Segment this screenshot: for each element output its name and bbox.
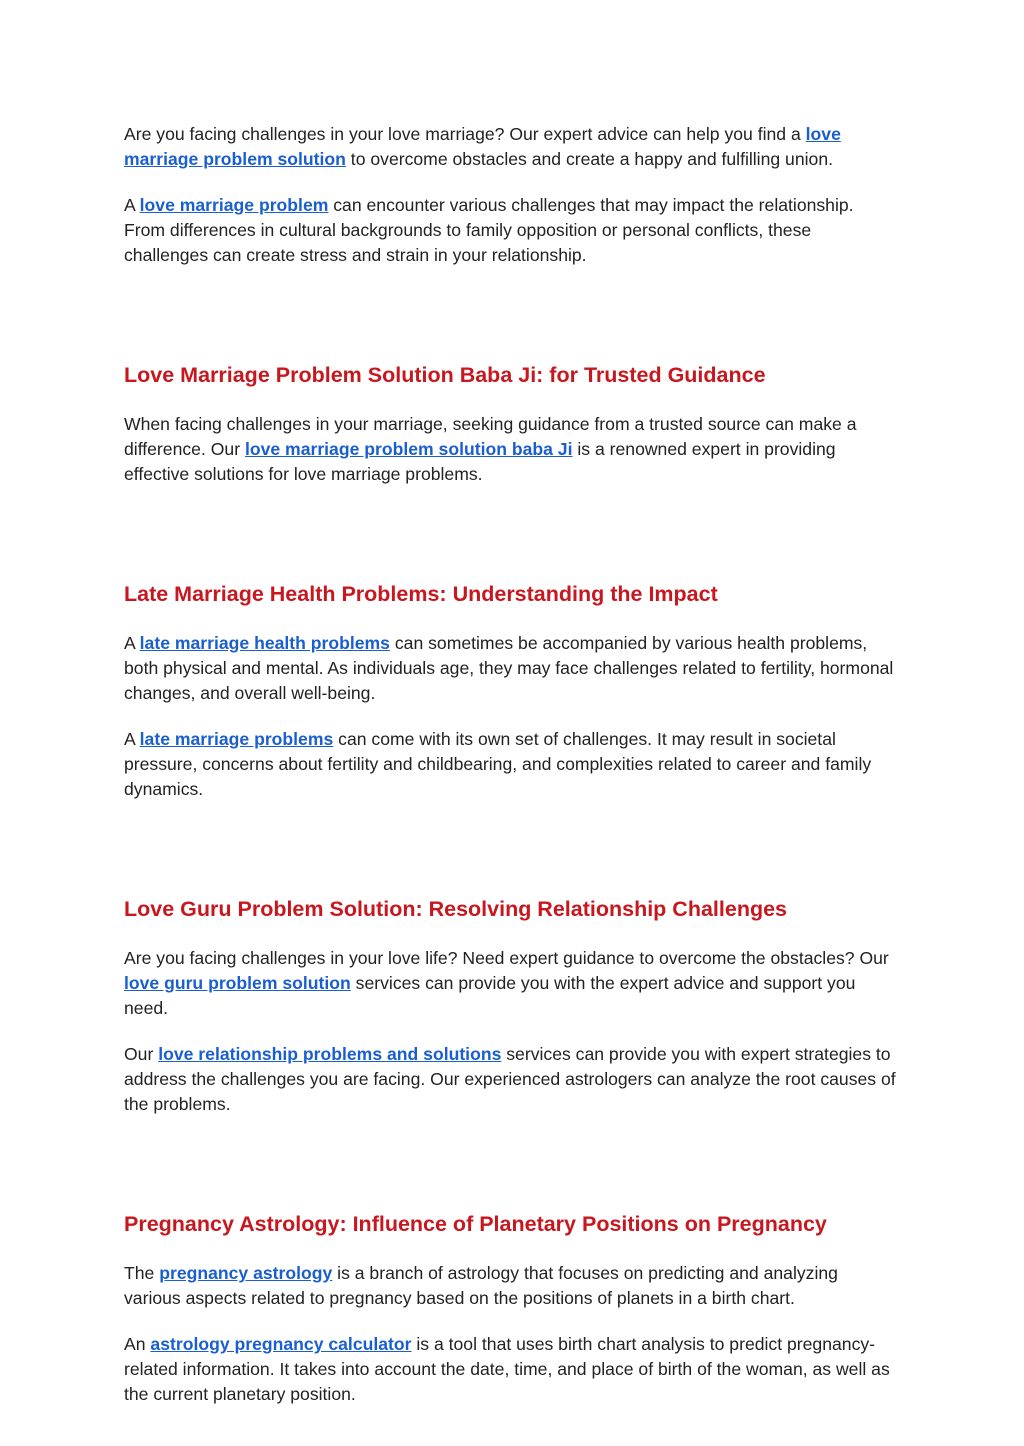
section-heading: Love Guru Problem Solution: Resolving Relationship Challenges xyxy=(124,897,787,921)
love-marriage-problem-solution-link[interactable]: love marriage problem solution xyxy=(124,124,841,169)
section-spacer xyxy=(124,823,899,894)
section-heading: Love Marriage Problem Solution Baba Ji: for Trusted Guidance xyxy=(124,363,766,387)
section-spacer xyxy=(124,508,899,579)
intro-paragraph: A love marriage problem can encounter various challenges that may impact the relationship. From differences in cultural backgrounds to family opposition or personal conflicts, these challenges can create stress and strain in your relationship. xyxy=(124,195,854,265)
love-marriage-problem-solution-baba-ji-link[interactable]: love marriage problem solution baba Ji xyxy=(244,439,573,459)
section-heading: Late Marriage Health Problems: Understanding the Impact xyxy=(124,582,718,606)
section-heading: Pregnancy Astrology: Influence of Planetary Positions on Pregnancy xyxy=(124,1212,827,1236)
pregnancy-astrology-link[interactable]: pregnancy astrology xyxy=(159,1263,333,1283)
astrology-pregnancy-calculator-link[interactable]: astrology pregnancy calculator xyxy=(150,1334,412,1354)
section-spacer xyxy=(124,289,899,360)
section-paragraph: A late marriage health problems can sometimes be accompanied by various health problems, both physical and mental. As individuals age, they may face challenges related to fertility, hormonal changes, and overall well-being. xyxy=(124,633,894,703)
late-marriage-health-problems-link[interactable]: late marriage health problems xyxy=(139,633,390,653)
section-paragraph: When facing challenges in your marriage, seeking guidance from a trusted source can make a difference. Our love marriage problem solution baba Ji is a renowned expert in providing effective solutions for love marriage problems. xyxy=(124,414,857,484)
love-relationship-problems-and-solutions-link[interactable]: love relationship problems and solutions xyxy=(158,1044,502,1064)
document-body xyxy=(124,122,899,1428)
intro-paragraph: Are you facing challenges in your love marriage? Our expert advice can help you find a love marriage problem solution to overcome obstacles and create a happy and fulfilling union. xyxy=(124,124,841,169)
love-marriage-problem-link[interactable]: love marriage problem xyxy=(139,195,329,215)
section-paragraph: Are you facing challenges in your love life? Need expert guidance to overcome the obstacles? Our love guru problem solution services can provide you with the expert advice and support you need. xyxy=(124,948,889,1018)
love-guru-problem-solution-link[interactable]: love guru problem solution xyxy=(124,973,351,993)
section-paragraph: The pregnancy astrology is a branch of astrology that focuses on predicting and analyzing various aspects related to pregnancy based on the positions of planets in a birth chart. xyxy=(124,1263,838,1308)
section-paragraph: An astrology pregnancy calculator is a tool that uses birth chart analysis to predict pregnancy-related information. It takes into account the date, time, and place of birth of the woman, as well as the current planetary position. xyxy=(124,1334,890,1404)
section-spacer xyxy=(124,1138,899,1209)
section-paragraph: A late marriage problems can come with its own set of challenges. It may result in societal pressure, concerns about fertility and childbearing, and complexities related to career and family dynamics. xyxy=(124,729,872,799)
section-paragraph: Our love relationship problems and solutions services can provide you with expert strategies to address the challenges you are facing. Our experienced astrologers can analyze the root causes of the problems. xyxy=(124,1044,896,1114)
late-marriage-problems-link[interactable]: late marriage problems xyxy=(139,729,334,749)
